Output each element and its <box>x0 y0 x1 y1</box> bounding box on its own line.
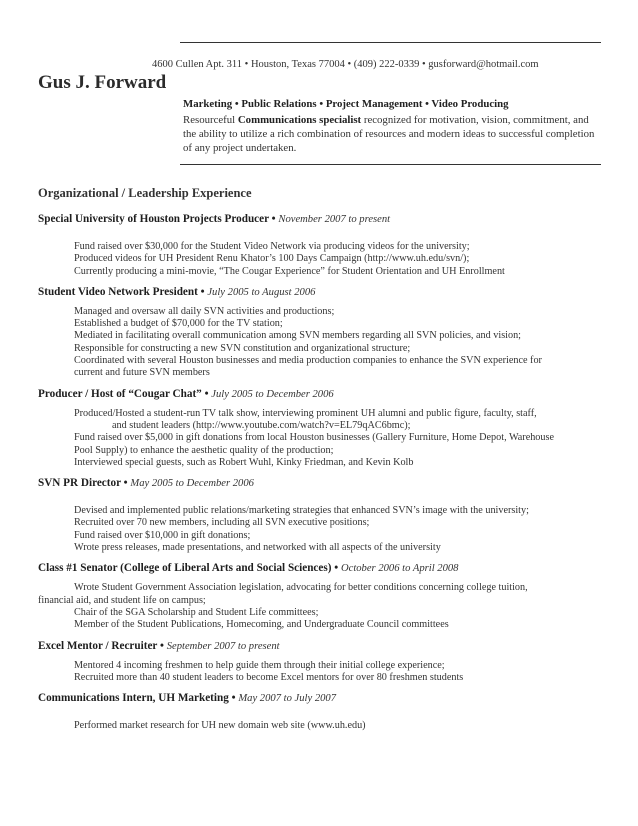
job-title: SVN PR Director <box>38 477 121 490</box>
summary-intro: Resourceful <box>183 114 238 126</box>
experience-list <box>38 212 618 739</box>
detail-line: and student leaders (http://www.youtube.com/watch?v=EL79qAC6bmc); <box>112 419 411 431</box>
job-details <box>74 660 618 685</box>
detail-line: Produced videos for UH President Renu Khator’s 100 Days Campaign (http://www.uh.edu/svn/); <box>74 253 470 265</box>
contact-line: 4600 Cullen Apt. 311 • Houston, Texas 77004 • (409) 222-0339 • gusforward@hotmail.com <box>152 59 539 70</box>
job-dates: July 2005 to December 2006 <box>211 388 334 400</box>
detail-line: Interviewed special guests, such as Robert Wuhl, Kinky Friedman, and Kevin Kolb <box>74 456 414 468</box>
job-heading: Student Video Network President • July 2005 to August 2006 <box>38 285 316 298</box>
detail-line: Chair of the SGA Scholarship and Student Life committees; <box>74 606 319 618</box>
job-dates: October 2006 to April 2008 <box>340 563 459 575</box>
detail-line: Fund raised over $10,000 in gift donations; <box>74 529 251 541</box>
job-dates: July 2005 to August 2006 <box>207 286 316 298</box>
detail-line: current and future SVN members <box>74 367 210 379</box>
job-details <box>74 306 618 380</box>
job-heading: Producer / Host of “Cougar Chat” • July 2005 to December 2006 <box>38 387 334 400</box>
job-entry <box>38 691 618 732</box>
detail-line: Produced/Hosted a student-run TV talk show, interviewing prominent UH alumni and public figure, faculty, staff, <box>74 407 537 419</box>
job-details <box>74 712 618 732</box>
job-heading: SVN PR Director • May 2005 to December 2006 <box>38 477 254 490</box>
job-title: Class #1 Senator (College of Liberal Arts and Social Sciences) <box>38 562 332 575</box>
job-details <box>74 233 618 278</box>
detail-line: Performed market research for UH new domain web site (www.uh.edu) <box>74 720 366 732</box>
job-entry <box>38 476 618 554</box>
job-entry <box>38 285 618 380</box>
job-title: Excel Mentor / Recruiter <box>38 639 158 652</box>
job-dates: May 2007 to July 2007 <box>238 693 337 705</box>
summary-body: recognized for motivation, vision, commitment, and the ability to utilize a rich combination of resources and modern ideas to successful completion of any project undertaken. <box>183 114 595 154</box>
detail-line: Established a budget of $70,000 for the TV station; <box>74 318 283 330</box>
detail-line: Currently producing a mini-movie, “The Cougar Experience” for Student Orientation and UH Enrollment <box>74 265 505 277</box>
detail-line: Coordinated with several Houston businesses and media production companies to enhance the SVN experience for <box>74 355 542 367</box>
detail-line: Recruited over 70 new members, including all SVN executive positions; <box>74 517 370 529</box>
job-heading: Class #1 Senator (College of Liberal Arts and Social Sciences) • October 2006 to April 2008 <box>38 562 459 575</box>
job-dates: September 2007 to present <box>166 640 280 652</box>
detail-line: Managed and oversaw all daily SVN activities and productions; <box>74 305 335 317</box>
job-title: Special University of Houston Projects Producer <box>38 213 269 225</box>
detail-line: financial aid, and student life on campus; <box>38 594 206 606</box>
job-heading: Communications Intern, UH Marketing • May 2007 to July 2007 <box>38 692 337 705</box>
section-title: Organizational / Leadership Experience <box>38 186 252 200</box>
header-bottom-rule <box>180 164 601 165</box>
detail-line: Responsible for constructing a new SVN constitution and organizational structure; <box>74 342 411 354</box>
job-title: Communications Intern, UH Marketing <box>38 692 229 705</box>
detail-line: Wrote Student Government Association legislation, advocating for better conditions concerning college tuition, <box>74 582 528 594</box>
detail-line: Mentored 4 incoming freshmen to help guide them through their initial college experience; <box>74 659 445 671</box>
detail-line: Mediated in facilitating overall communication among SVN members regarding all SVN policies, and vision; <box>74 330 522 342</box>
job-heading: Excel Mentor / Recruiter • September 2007 to present <box>38 639 280 652</box>
job-entry <box>38 212 618 278</box>
job-details <box>74 408 618 469</box>
top-rule <box>180 42 601 43</box>
job-dates: November 2007 to present <box>278 214 391 225</box>
summary-paragraph <box>183 113 603 155</box>
job-title: Producer / Host of “Cougar Chat” <box>38 387 202 400</box>
job-entry <box>38 639 618 685</box>
detail-line: Recruited more than 40 student leaders to become Excel mentors for over 80 freshmen students <box>74 671 464 683</box>
job-heading: Special University of Houston Projects Producer • November 2007 to present <box>38 213 391 225</box>
applicant-name: Gus J. Forward <box>38 72 167 93</box>
detail-line: Wrote press releases, made presentations, and networked with all aspects of the university <box>74 542 441 554</box>
job-entry <box>38 561 618 631</box>
job-entry <box>38 387 618 469</box>
detail-line: Devised and implemented public relations/marketing strategies that enhanced SVN’s image with the university; <box>74 505 529 517</box>
job-dates: May 2005 to December 2006 <box>130 478 254 490</box>
skills-line: Marketing • Public Relations • Project Management • Video Producing <box>183 98 509 110</box>
detail-line: Fund raised over $30,000 for the Student Video Network via producing videos for the university; <box>74 241 470 252</box>
detail-line: Member of the Student Publications, Homecoming, and Undergraduate Council committees <box>74 619 449 631</box>
detail-line: Pool Supply) to enhance the aesthetic quality of the production; <box>74 444 334 456</box>
job-details <box>74 497 618 554</box>
summary-highlight: Communications specialist <box>237 114 362 126</box>
job-title: Student Video Network President <box>38 285 198 298</box>
detail-line: Fund raised over $5,000 in gift donations from local Houston businesses (Gallery Furniture, Home Depot, Warehouse <box>74 432 554 444</box>
job-details <box>38 582 618 631</box>
